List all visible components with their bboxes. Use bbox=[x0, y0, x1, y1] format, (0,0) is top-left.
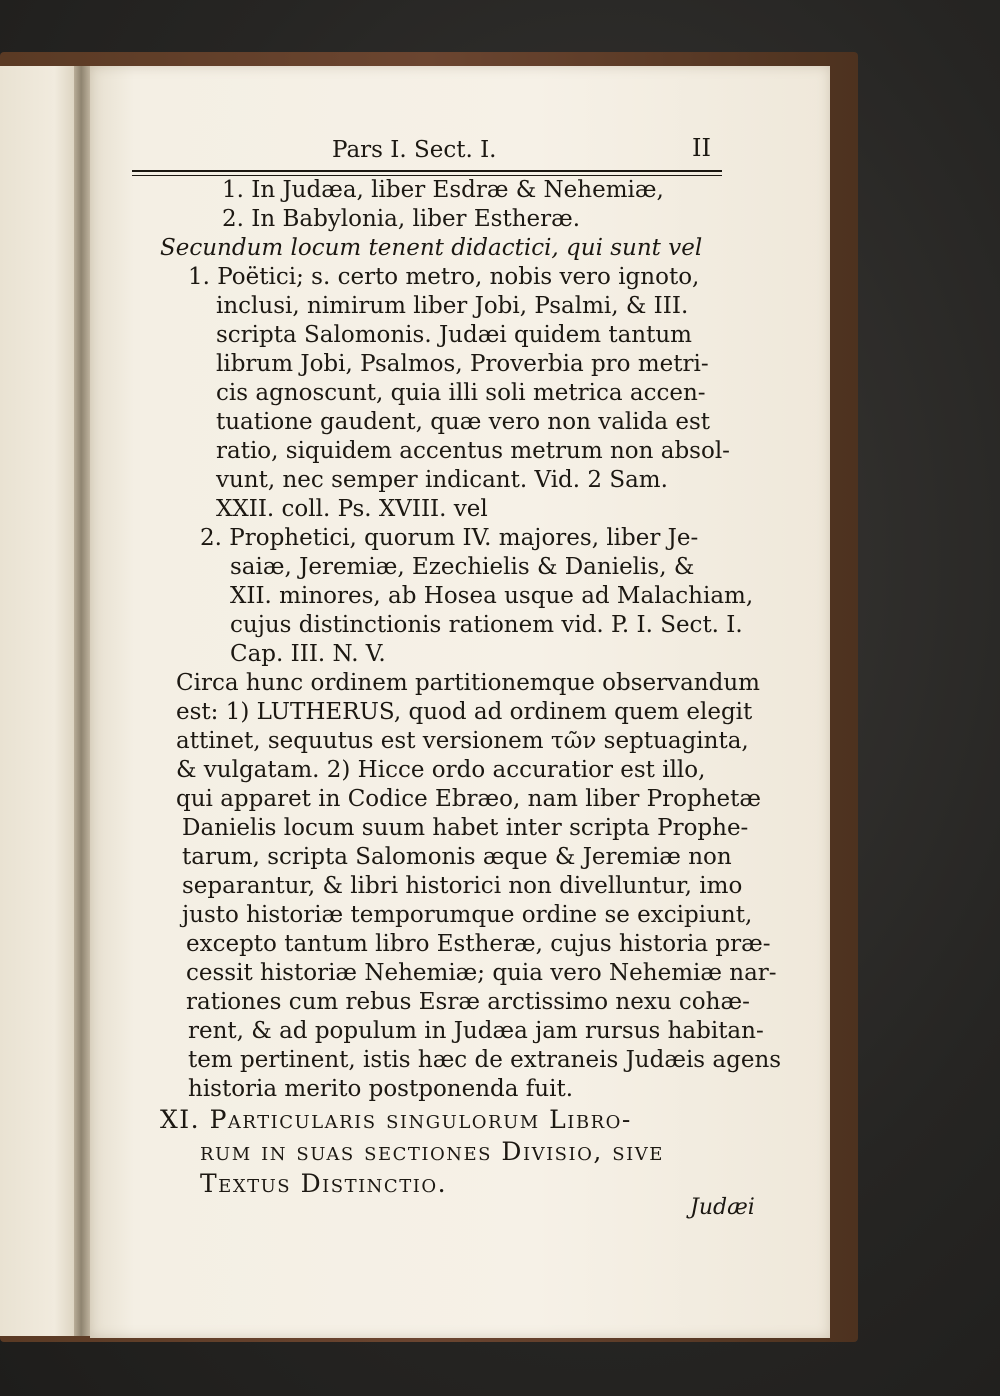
text-line: justo historiæ temporumque ordine se excipiunt, bbox=[182, 902, 753, 928]
text-line: 2. In Babylonia, liber Estheræ. bbox=[222, 206, 581, 232]
section-heading-line: XI. Particularis singulorum Libro- bbox=[160, 1105, 632, 1134]
text-line: Danielis locum suum habet inter scripta Prophe- bbox=[182, 815, 749, 841]
text-line: XII. minores, ab Hosea usque ad Malachiam, bbox=[230, 583, 754, 609]
text-line: tuatione gaudent, quæ vero non valida est bbox=[216, 409, 711, 435]
text-line: 2. Prophetici, quorum IV. majores, liber Je- bbox=[200, 525, 699, 551]
page-number: II bbox=[692, 134, 711, 162]
text-line: Circa hunc ordinem partitionemque observandum bbox=[176, 670, 760, 696]
text-line: inclusi, nimirum liber Jobi, Psalmi, & III. bbox=[216, 293, 689, 319]
page-text bbox=[90, 66, 830, 1338]
section-heading-line: rum in suas sectiones Divisio, sive bbox=[200, 1137, 664, 1166]
catchword: Judæi bbox=[690, 1195, 755, 1220]
text-line: rent, & ad populum in Judæa jam rursus habitan- bbox=[188, 1018, 764, 1044]
book-page bbox=[90, 66, 830, 1338]
text-line: scripta Salomonis. Judæi quidem tantum bbox=[216, 322, 692, 348]
text-line: vunt, nec semper indicant. Vid. 2 Sam. bbox=[216, 467, 668, 493]
text-line: est: 1) LUTHERUS, quod ad ordinem quem elegit bbox=[176, 699, 753, 725]
text-line: tem pertinent, istis hæc de extraneis Judæis agens bbox=[188, 1047, 782, 1073]
left-page-edge bbox=[0, 66, 78, 1336]
text-line: 1. In Judæa, liber Esdræ & Nehemiæ, bbox=[222, 177, 664, 203]
running-header: Pars I. Sect. I. bbox=[332, 137, 497, 163]
text-line: & vulgatam. 2) Hicce ordo accuratior est illo, bbox=[176, 757, 706, 783]
text-line: historia merito postponenda fuit. bbox=[188, 1076, 574, 1102]
header-rule bbox=[132, 170, 722, 172]
text-line: cujus distinctionis rationem vid. P. I. Sect. I. bbox=[230, 612, 743, 638]
text-line: attinet, sequutus est versionem τῶν septuaginta, bbox=[176, 728, 749, 754]
text-line: cessit historiæ Nehemiæ; quia vero Nehemiæ nar- bbox=[186, 960, 777, 986]
text-line: XXII. coll. Ps. XVIII. vel bbox=[216, 496, 488, 522]
text-line: cis agnoscunt, quia illi soli metrica accen- bbox=[216, 380, 706, 406]
text-line: saiæ, Jeremiæ, Ezechielis & Danielis, & bbox=[230, 554, 695, 580]
text-line: 1. Poëtici; s. certo metro, nobis vero ignoto, bbox=[188, 264, 700, 290]
text-line: tarum, scripta Salomonis æque & Jeremiæ non bbox=[182, 844, 732, 870]
text-line: Secundum locum tenent didactici, qui sunt vel bbox=[160, 235, 703, 261]
text-line: librum Jobi, Psalmos, Proverbia pro metri- bbox=[216, 351, 709, 377]
text-line: Cap. III. N. V. bbox=[230, 641, 386, 667]
text-line: separantur, & libri historici non divelluntur, imo bbox=[182, 873, 743, 899]
text-line: qui apparet in Codice Ebræo, nam liber Prophetæ bbox=[176, 786, 761, 812]
text-line: excepto tantum libro Estheræ, cujus historia præ- bbox=[186, 931, 771, 957]
section-heading-line: Textus Distinctio. bbox=[200, 1169, 448, 1198]
text-line: ratio, siquidem accentus metrum non absol- bbox=[216, 438, 730, 464]
text-line: rationes cum rebus Esræ arctissimo nexu cohæ- bbox=[186, 989, 750, 1015]
